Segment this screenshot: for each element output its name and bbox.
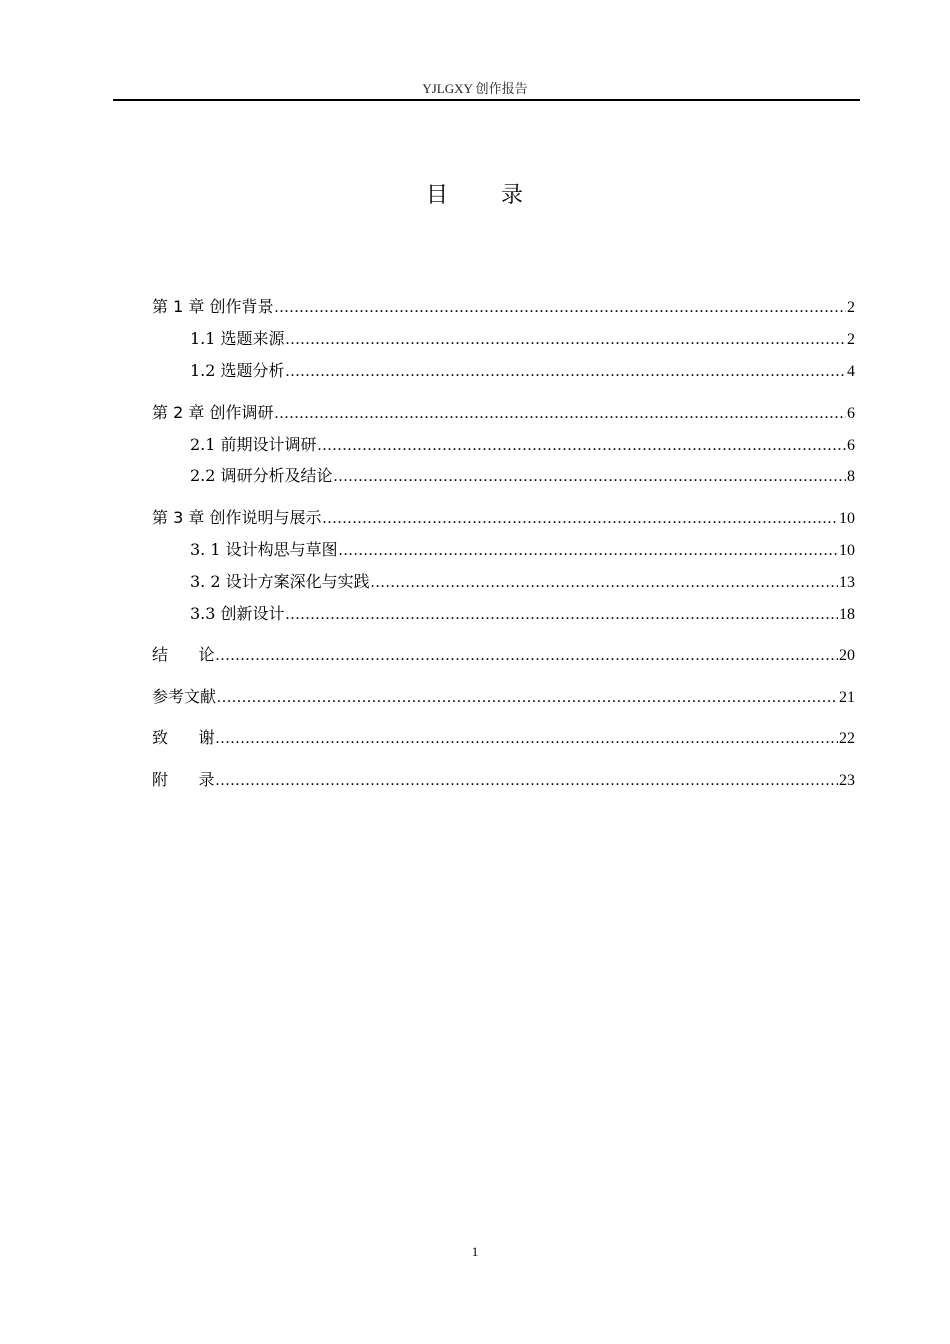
page-number: 1 [471, 1244, 479, 1259]
dot-leader [286, 603, 838, 627]
toc-page-number: 10 [839, 542, 855, 559]
toc-page-number: 8 [847, 468, 855, 485]
dot-leader [334, 465, 846, 489]
dot-leader [274, 296, 846, 320]
toc-entry-conclusion[interactable] [152, 643, 855, 667]
dot-leader [371, 571, 838, 595]
toc-page-number: 21 [839, 689, 855, 706]
toc-label: 3. 1 设计构思与草图 [190, 540, 338, 559]
dot-leader [339, 539, 838, 563]
toc-page-number: 6 [847, 437, 855, 454]
toc-page-number: 18 [839, 606, 855, 623]
toc-label: 第 2 章 创作调研 [152, 403, 274, 422]
toc-entry-appendix[interactable] [152, 768, 855, 792]
toc-label: 附 录 [152, 770, 215, 789]
toc-page-number: 22 [839, 730, 855, 747]
title-char-2: 录 [501, 183, 525, 208]
dot-leader [286, 328, 846, 352]
toc-page-number: 2 [847, 331, 855, 348]
toc-label: 3.3 创新设计 [190, 604, 285, 623]
toc-page-number: 2 [847, 299, 855, 316]
toc-entry-chapter-3[interactable] [152, 506, 855, 530]
dot-leader [318, 434, 846, 458]
toc-label: 参考文献 [152, 687, 217, 706]
toc-label: 1.2 选题分析 [190, 361, 285, 380]
toc-entry-chapter-2[interactable] [152, 401, 855, 425]
toc-entry-3-1[interactable] [190, 538, 855, 562]
toc-page-number: 13 [839, 574, 855, 591]
dot-leader [216, 727, 838, 751]
toc-label: 第 3 章 创作说明与展示 [152, 508, 322, 527]
toc-entry-acknowledgements[interactable] [152, 726, 855, 750]
title-char-1: 目 [425, 183, 449, 208]
dot-leader [286, 360, 846, 384]
toc-label: 1.1 选题来源 [190, 329, 285, 348]
toc-label: 3. 2 设计方案深化与实践 [190, 572, 370, 591]
toc-page-number: 6 [847, 405, 855, 422]
dot-leader [216, 644, 838, 668]
toc-entry-2-1[interactable] [190, 433, 855, 457]
dot-leader [322, 507, 838, 531]
toc-entry-3-2[interactable] [190, 570, 855, 594]
toc-label: 结 论 [152, 645, 215, 664]
toc-page-number: 4 [847, 363, 855, 380]
toc-entry-references[interactable] [152, 685, 855, 709]
page-header: YJLGXY 创作报告 [422, 81, 528, 96]
dot-leader [217, 686, 838, 710]
toc-page-number: 23 [839, 772, 855, 789]
toc-page-number: 20 [839, 647, 855, 664]
toc-page-number: 10 [839, 510, 855, 527]
toc-entry-chapter-1[interactable] [152, 295, 855, 319]
toc-entry-3-3[interactable] [190, 602, 855, 626]
toc-label: 第 1 章 创作背景 [152, 297, 274, 316]
toc-label: 2.1 前期设计调研 [190, 435, 317, 454]
dot-leader [274, 402, 846, 426]
toc-entry-1-2[interactable] [190, 359, 855, 383]
toc-label: 2.2 调研分析及结论 [190, 466, 333, 485]
dot-leader [216, 769, 838, 793]
toc-entry-1-1[interactable] [190, 327, 855, 351]
toc-label: 致 谢 [152, 728, 215, 747]
toc-entry-2-2[interactable] [190, 464, 855, 488]
